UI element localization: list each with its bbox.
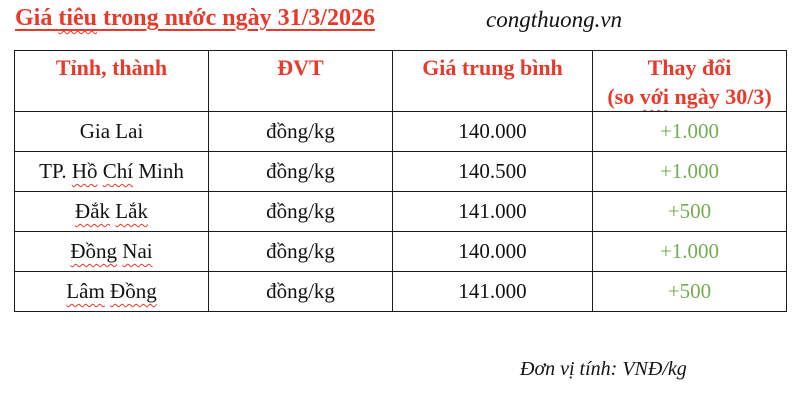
change-cell: +1.000: [593, 232, 787, 272]
word: Giá: [15, 5, 59, 31]
word: trong nước ngày 31/3/2026: [97, 5, 375, 31]
unit-cell: đồng/kg: [209, 192, 393, 232]
table-row: [15, 112, 787, 152]
price-table: [14, 50, 787, 312]
table-row: [15, 272, 787, 312]
word: Minh: [138, 159, 184, 183]
word: ngày 30/3): [669, 84, 772, 109]
col-header-unit: ĐVT: [209, 51, 393, 112]
province-cell: [15, 272, 209, 312]
word: Lai: [115, 119, 144, 143]
squiggle-word: tiêu: [58, 5, 98, 31]
word: (so: [607, 84, 640, 109]
squiggle-word: Đắk: [75, 199, 111, 223]
col-header-change-line2: [593, 82, 786, 111]
unit-cell: đồng/kg: [209, 232, 393, 272]
col-header-change: [593, 51, 787, 112]
avg-price-cell: 141.000: [393, 192, 593, 232]
province-cell: [15, 192, 209, 232]
unit-cell: đồng/kg: [209, 112, 393, 152]
table-row: [15, 152, 787, 192]
squiggle-word: Nai: [122, 239, 153, 263]
unit-note: Đơn vị tính: VNĐ/kg: [520, 358, 687, 380]
table-row: [15, 192, 787, 232]
table-header-row: [15, 51, 787, 112]
change-cell: +500: [593, 192, 787, 232]
avg-price-cell: 141.000: [393, 272, 593, 312]
avg-price-cell: 140.000: [393, 232, 593, 272]
province-cell: [15, 112, 209, 152]
col-header-change-line1: Thay đổi: [647, 55, 732, 80]
squiggle-word: Hồ: [71, 159, 98, 183]
squiggle-word: với: [639, 84, 669, 109]
word: Gia: [79, 119, 111, 143]
page-title: [15, 5, 375, 32]
col-header-avg-price: Giá trung bình: [393, 51, 593, 112]
col-header-province: Tỉnh, thành: [15, 51, 209, 112]
table-row: [15, 232, 787, 272]
province-cell: [15, 152, 209, 192]
province-cell: [15, 232, 209, 272]
squiggle-word: Đồng: [70, 239, 118, 263]
unit-cell: đồng/kg: [209, 152, 393, 192]
change-cell: +500: [593, 272, 787, 312]
avg-price-cell: 140.500: [393, 152, 593, 192]
squiggle-word: Chí: [102, 159, 134, 183]
squiggle-word: Lâm: [66, 279, 105, 303]
squiggle-word: Đồng: [110, 279, 157, 303]
squiggle-word: Lắk: [115, 199, 148, 223]
word: TP.: [39, 159, 67, 183]
change-cell: +1.000: [593, 112, 787, 152]
change-cell: +1.000: [593, 152, 787, 192]
brand-text: congthuong.vn: [486, 7, 623, 32]
unit-cell: đồng/kg: [209, 272, 393, 312]
avg-price-cell: 140.000: [393, 112, 593, 152]
